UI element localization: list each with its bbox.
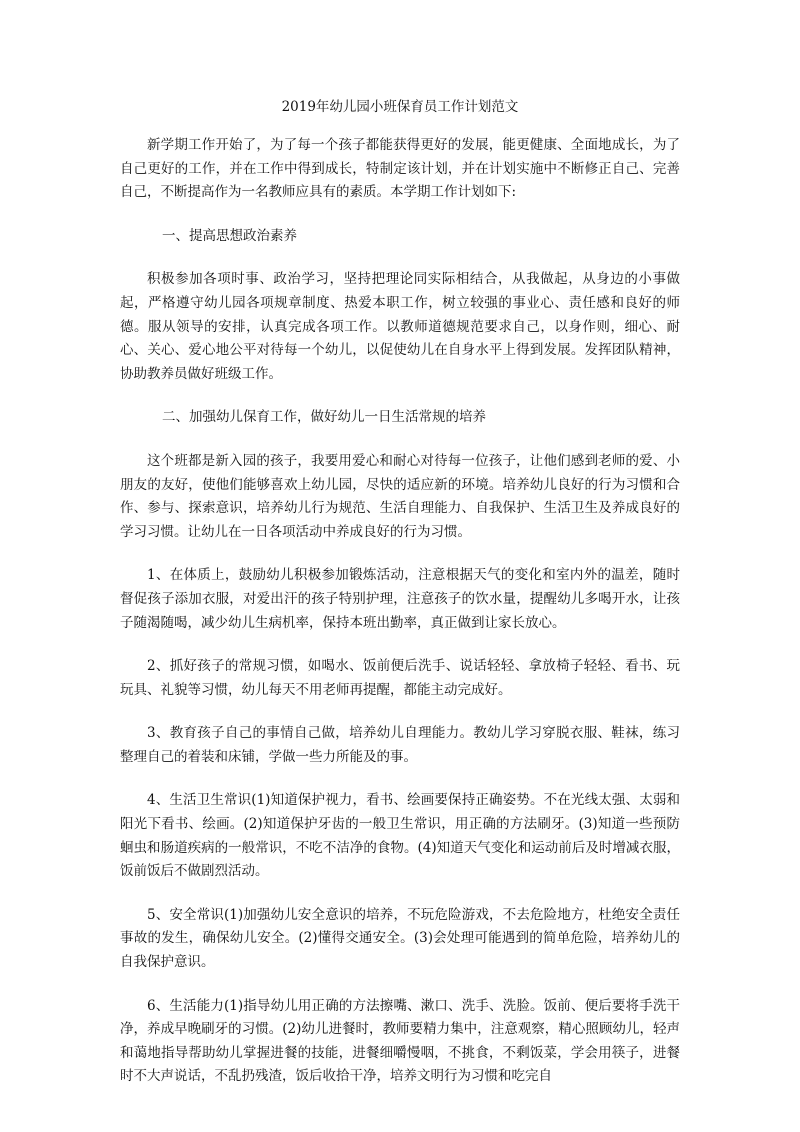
section-2-paragraph: 这个班都是新入园的孩子，我要用爱心和耐心对待每一位孩子，让他们感到老师的爱、小朋友的友好，使他们能够喜欢上幼儿园，尽快的适应新的环境。培养幼儿良好的行为习惯和合作、参与、探索意识，培养幼儿行为规范、生活自理能力、自我保护、生活卫生及养成良好的学习习惯。让幼儿在一日各项活动中养成良好的行为习惯。 bbox=[120, 452, 680, 540]
document-title: 2019年幼儿园小班保育员工作计划范文 bbox=[281, 99, 519, 115]
list-item-2: 2、抓好孩子的常规习惯，如喝水、饭前便后洗手、说话轻轻、拿放椅子轻轻、看书、玩玩具、礼貌等习惯，幼儿每天不用老师再提醒，都能主动完成好。 bbox=[120, 658, 680, 698]
section-2-heading: 二、加强幼儿保育工作，做好幼儿一日生活常规的培养 bbox=[162, 409, 486, 426]
list-item-6: 6、生活能力(1)指导幼儿用正确的方法擦嘴、漱口、洗手、洗脸。饭前、便后要将手洗干净，养成早晚刷牙的习惯。(2)幼儿进餐时，教师要精力集中，注意观察，精心照顾幼儿，轻声和蔼地指导帮助幼儿掌握进餐的技能，进餐细嚼慢咽，不挑食，不剩饭菜，学会用筷子，进餐时不大声说话，不乱扔残渣，饭后收拾干净，培养文明行为习惯和吃完自 bbox=[120, 997, 680, 1085]
list-item-3: 3、教育孩子自己的事情自己做，培养幼儿自理能力。教幼儿学习穿脱衣服、鞋袜，练习整理自己的着装和床铺，学做一些力所能及的事。 bbox=[120, 725, 680, 765]
list-item-1: 1、在体质上，鼓励幼儿积极参加锻炼活动，注意根据天气的变化和室内外的温差，随时督促孩子添加衣服，对爱出汗的孩子特别护理，注意孩子的饮水量，提醒幼儿多喝开水，让孩子随渴随喝，减少幼儿生病机率，保持本班出勤率，真正做到让家长放心。 bbox=[120, 567, 680, 631]
section-1-heading: 一、提高思想政治素养 bbox=[162, 227, 297, 244]
list-item-5: 5、安全常识(1)加强幼儿安全意识的培养，不玩危险游戏，不去危险地方，杜绝安全责任事故的发生，确保幼儿安全。(2)懂得交通安全。(3)会处理可能遇到的简单危险，培养幼儿的自我保护意识。 bbox=[120, 906, 680, 971]
list-item-4: 4、生活卫生常识(1)知道保护视力，看书、绘画要保持正确姿势。不在光线太强、太弱和阳光下看书、绘画。(2)知道保护牙齿的一般卫生常识，用正确的方法刷牙。(3)知道一些预防蛔虫和肠道疾病的一般常识，不吃不洁净的食物。(4)知道天气变化和运动前后及时增减衣服，饭前饭后不做剧烈活动。 bbox=[120, 792, 680, 880]
section-1-paragraph: 积极参加各项时事、政治学习，坚持把理论同实际相结合，从我做起，从身边的小事做起，严格遵守幼儿园各项规章制度、热爱本职工作，树立较强的事业心、责任感和良好的师德。服从领导的安排，认真完成各项工作。以教师道德规范要求自己，以身作则，细心、耐心、关心、爱心地公平对待每一个幼儿，以促使幼儿在自身水平上得到发展。发挥团队精神，协助教养员做好班级工作。 bbox=[120, 271, 680, 382]
intro-paragraph: 新学期工作开始了，为了每一个孩子都能获得更好的发展，能更健康、全面地成长，为了自己更好的工作，并在工作中得到成长，特制定该计划，并在计划实施中不断修正自己、完善自己，不断提高作为一名教师应具有的素质。本学期工作计划如下: bbox=[120, 137, 680, 201]
